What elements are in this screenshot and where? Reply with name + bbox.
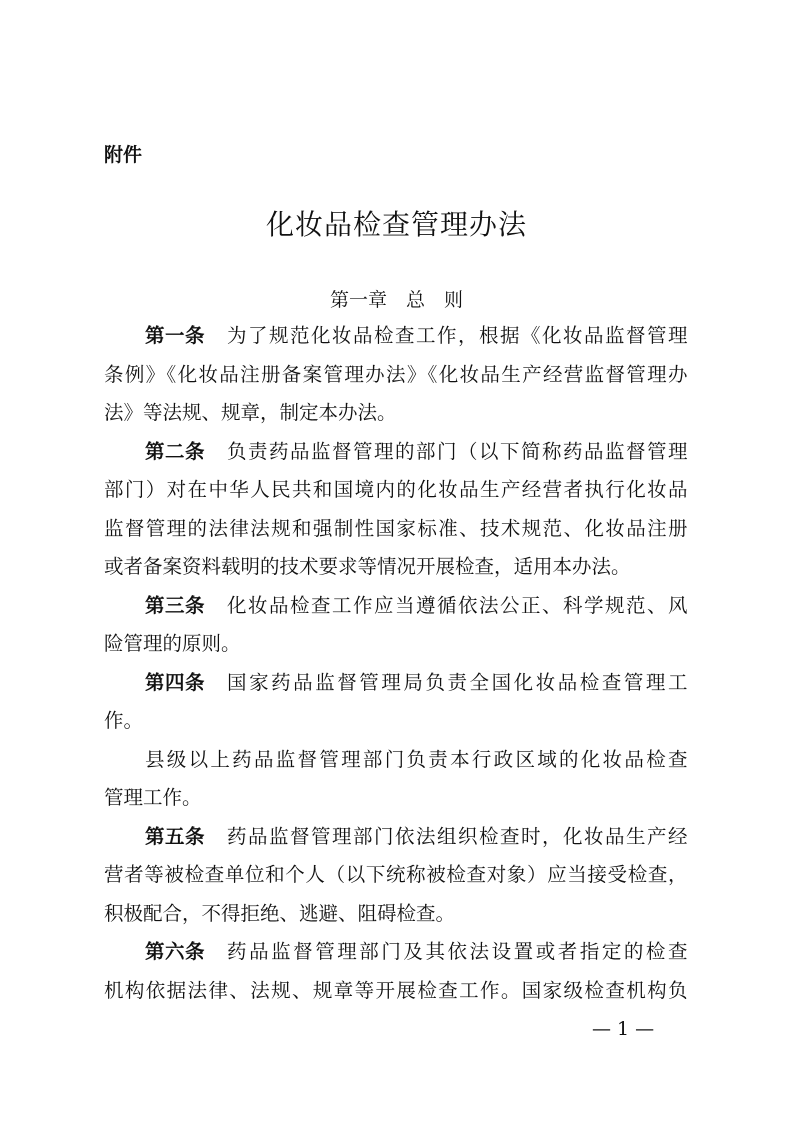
paragraph-line	[104, 977, 688, 1016]
paragraph-line	[104, 592, 688, 631]
line-text: 作。	[104, 709, 144, 732]
line-text: 积极配合，不得拒绝、逃避、阻碍检查。	[104, 901, 456, 925]
article-label: 第二条	[145, 439, 206, 463]
chapter-heading: 第一章 总 则	[329, 289, 463, 311]
paragraph-line	[104, 707, 688, 746]
line-text: 险管理的原则。	[104, 632, 241, 655]
paragraph-line	[104, 630, 688, 669]
paragraph-line	[104, 361, 688, 400]
line-text: 或者备案资料载明的技术要求等情况开展检查，适用本办法。	[104, 555, 631, 578]
paragraph-line	[104, 746, 688, 785]
line-text: 法》等法规、规章，制定本办法。	[104, 401, 397, 424]
line-text: 为了规范化妆品检查工作，根据《化妆品监督管理	[227, 324, 688, 347]
paragraph-line	[104, 438, 688, 477]
paragraph-line	[104, 861, 688, 900]
line-text: 化妆品检查工作应当遵循依法公正、科学规范、风	[227, 593, 688, 617]
article-label: 第三条	[145, 593, 206, 617]
paragraph-line	[104, 938, 688, 977]
paragraph-line	[104, 669, 688, 708]
page-number: — 1 —	[592, 1018, 655, 1040]
article-label: 第四条	[145, 670, 206, 694]
article-label: 第一条	[145, 324, 206, 347]
line-text: 县级以上药品监督管理部门负责本行政区域的化妆品检查	[145, 747, 688, 771]
attachment-label: 附件	[104, 144, 143, 166]
line-text: 药品监督管理部门依法组织检查时，化妆品生产经	[227, 824, 688, 848]
line-text: 管理工作。	[104, 786, 202, 809]
document-title: 化妆品检查管理办法	[265, 208, 527, 241]
paragraph-line	[104, 900, 688, 939]
line-text: 监督管理的法律法规和强制性国家标准、技术规范、化妆品注册	[104, 516, 688, 540]
paragraph-line	[104, 476, 688, 515]
paragraph-line	[104, 823, 688, 862]
line-text: 负责药品监督管理的部门（以下简称药品监督管理	[227, 439, 688, 463]
article-label: 第五条	[145, 824, 206, 848]
line-text: 部门）对在中华人民共和国境内的化妆品生产经营者执行化妆品	[104, 478, 688, 501]
paragraph-line	[104, 322, 688, 361]
paragraph-line	[104, 399, 688, 438]
paragraph-line	[104, 784, 688, 823]
article-label: 第六条	[145, 940, 206, 963]
line-text: 国家药品监督管理局负责全国化妆品检查管理工	[227, 670, 688, 694]
document-body	[104, 322, 688, 1015]
line-text: 药品监督管理部门及其依法设置或者指定的检查	[227, 940, 688, 963]
line-text: 机构依据法律、法规、规章等开展检查工作。国家级检查机构负	[104, 978, 688, 1002]
paragraph-line	[104, 515, 688, 554]
line-text: 营者等被检查单位和个人（以下统称被检查对象）应当接受检查，	[104, 863, 688, 886]
line-text: 条例》《化妆品注册备案管理办法》《化妆品生产经营监督管理办	[104, 362, 688, 386]
paragraph-line	[104, 553, 688, 592]
